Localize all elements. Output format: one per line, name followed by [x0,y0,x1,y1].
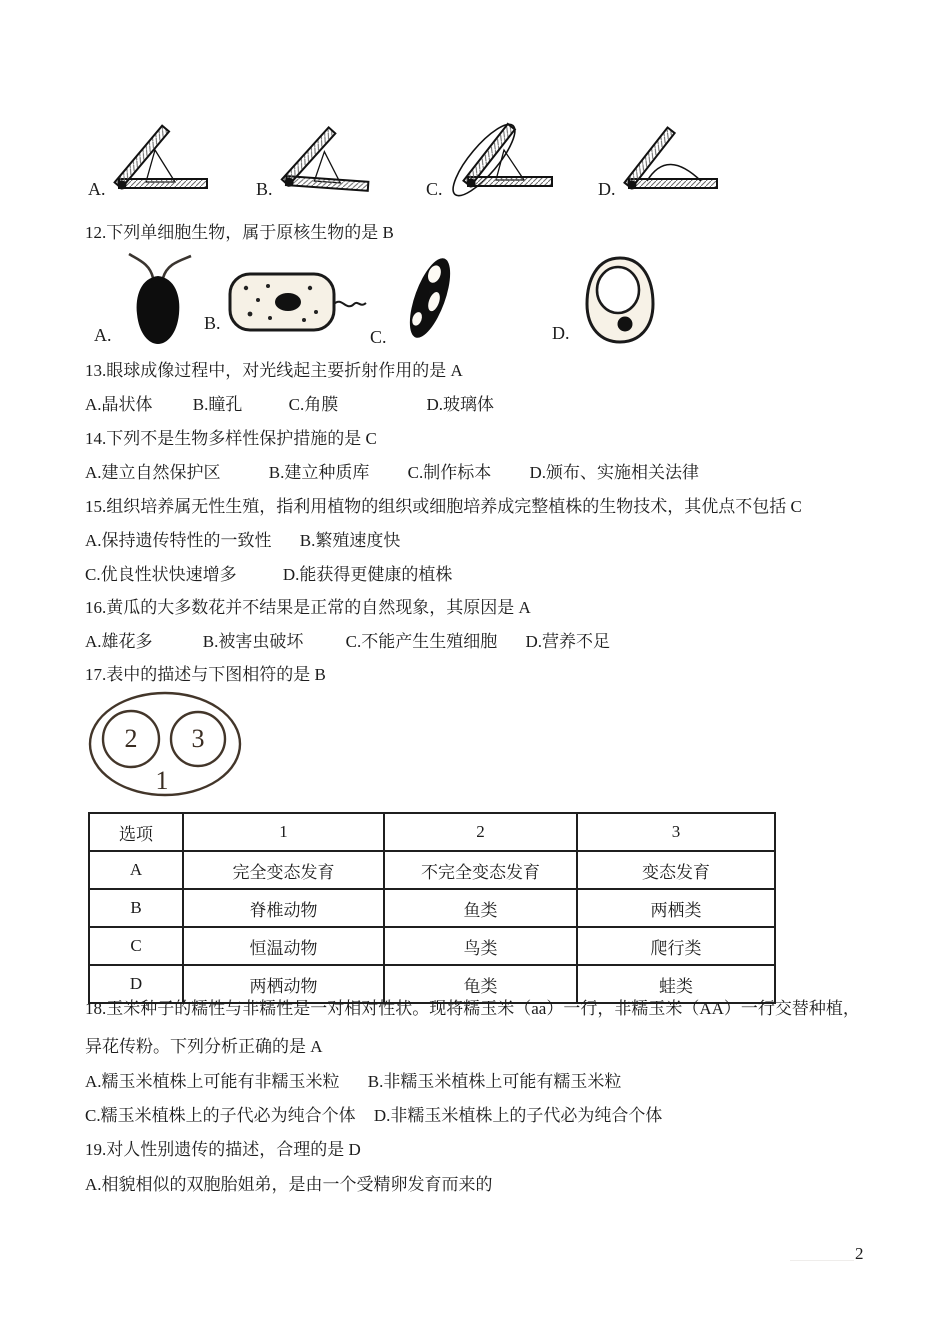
table-cell: 龟类 [384,965,577,1003]
q18-option-d: D.非糯玉米植株上的子代必为纯合个体 [373,1106,663,1125]
q14-option-a: A.建立自然保护区 [85,463,221,482]
q11-figure-d [598,116,725,204]
question-18-options-cd [85,1105,662,1126]
q15-option-d: D.能获得更健康的植株 [282,565,453,584]
q12-figure-b-label: B. [204,313,221,333]
question-18-stem-line2: 异花传粉。下列分析正确的是 A [85,1037,323,1056]
q13-option-b: B.瞳孔 [192,395,243,414]
table-cell: 爬行类 [577,927,775,965]
table-cell: 鱼类 [384,889,577,927]
q16-option-a: A.雄花多 [85,632,153,651]
q12-figure-c [370,244,468,352]
q11-figure-c [426,112,564,204]
table-row [89,927,775,965]
table-cell-option-c: C [89,927,183,965]
bacterium-icon [226,266,368,338]
q16-option-b: B.被害虫破坏 [202,632,304,651]
q19-option-a: A.相貌相似的双胞胎姐弟，是由一个受精卵发育而来的 [85,1175,493,1194]
table-cell: 鸟类 [384,927,577,965]
coverslip-diagram-a-icon [111,116,215,204]
page-number: 2 [855,1244,864,1263]
q13-option-a: A.晶状体 [85,395,153,414]
q12-figure-b [204,266,368,338]
q12-figure-a-label: A. [94,325,112,345]
venn-label-2: 2 [124,724,138,753]
table-cell: 变态发育 [577,851,775,889]
q15-option-b: B.繁殖速度快 [299,531,401,550]
table-cell: 完全变态发育 [183,851,384,889]
table-cell: 两栖动物 [183,965,384,1003]
table-cell: 不完全变态发育 [384,851,577,889]
protozoan-icon [392,244,468,352]
q11-figure-b [256,116,382,204]
question-17-stem: 17.表中的描述与下图相符的是 B [85,665,326,684]
table-cell: 恒温动物 [183,927,384,965]
table-header-1: 1 [183,813,384,851]
question-13-stem: 13.眼球成像过程中，对光线起主要折射作用的是 A [85,361,463,380]
q14-option-d: D.颁布、实施相关法律 [529,463,699,482]
table-cell-option-d: D [89,965,183,1003]
venn-diagram [86,690,244,802]
venn-label-3: 3 [191,724,205,753]
q17-options-table [88,812,776,1004]
q12-figure-d-label: D. [552,323,570,343]
table-header-3: 3 [577,813,775,851]
q18-option-b: B.非糯玉米植株上可能有糯玉米粒 [367,1072,622,1091]
table-header-row [89,813,775,851]
coverslip-diagram-b-icon [278,116,382,204]
table-header-2: 2 [384,813,577,851]
q15-option-a: A.保持遗传特性的一致性 [85,531,272,550]
question-16-stem: 16.黄瓜的大多数花并不结果是正常的自然现象，其原因是 A [85,598,531,617]
q16-option-c: C.不能产生生殖细胞 [345,632,498,651]
q16-option-d: D.营养不足 [525,632,610,651]
question-18-stem-line1: 18.玉米种子的糯性与非糯性是一对相对性状。现将糯玉米（aa）一行，非糯玉米（AA）一行交替种植， [85,999,860,1018]
table-cell-option-b: B [89,889,183,927]
question-19-stem: 19.对人性别遗传的描述，合理的是 D [85,1140,361,1159]
q11-figure-a [88,116,215,204]
q11-figure-c-label: C. [426,179,443,199]
question-15-stem: 15.组织培养属无性生殖，指利用植物的组织或细胞培养成完整植株的生物技术，其优点不包括 C [85,497,802,516]
question-15-options-cd [85,564,452,585]
question-14-stem: 14.下列不是生物多样性保护措施的是 C [85,429,377,448]
table-header-option: 选项 [89,813,183,851]
coverslip-diagram-d-icon [621,116,725,204]
question-15-options-ab [85,530,400,551]
chlamydomonas-icon [117,248,199,350]
q12-figure-d [552,252,665,348]
coverslip-diagram-c-icon [448,112,564,204]
table-cell: 脊椎动物 [183,889,384,927]
q14-option-c: C.制作标本 [407,463,492,482]
table-row [89,889,775,927]
q11-figure-a-label: A. [88,179,106,199]
table-cell: 两栖类 [577,889,775,927]
q12-figure-c-label: C. [370,327,387,347]
table-cell: 蛙类 [577,965,775,1003]
question-13-options [85,394,494,415]
q15-option-c: C.优良性状快速增多 [85,565,237,584]
q11-figure-d-label: D. [598,179,616,199]
q18-option-c: C.糯玉米植株上的子代必为纯合个体 [85,1106,356,1125]
yeast-cell-icon [575,252,665,348]
q18-option-a: A.糯玉米植株上可能有非糯玉米粒 [85,1072,340,1091]
footer-divider [790,1260,854,1261]
table-cell-option-a: A [89,851,183,889]
table-row [89,851,775,889]
q13-option-d: D.玻璃体 [426,395,494,414]
question-12-stem: 12.下列单细胞生物，属于原核生物的是 B [85,223,394,242]
q13-option-c: C.角膜 [288,395,339,414]
question-18-options-ab [85,1071,621,1092]
question-14-options [85,462,699,483]
q12-figure-a [94,248,199,350]
q11-figure-b-label: B. [256,179,273,199]
question-16-options [85,631,610,652]
venn-label-1: 1 [155,766,169,795]
q14-option-b: B.建立种质库 [268,463,370,482]
